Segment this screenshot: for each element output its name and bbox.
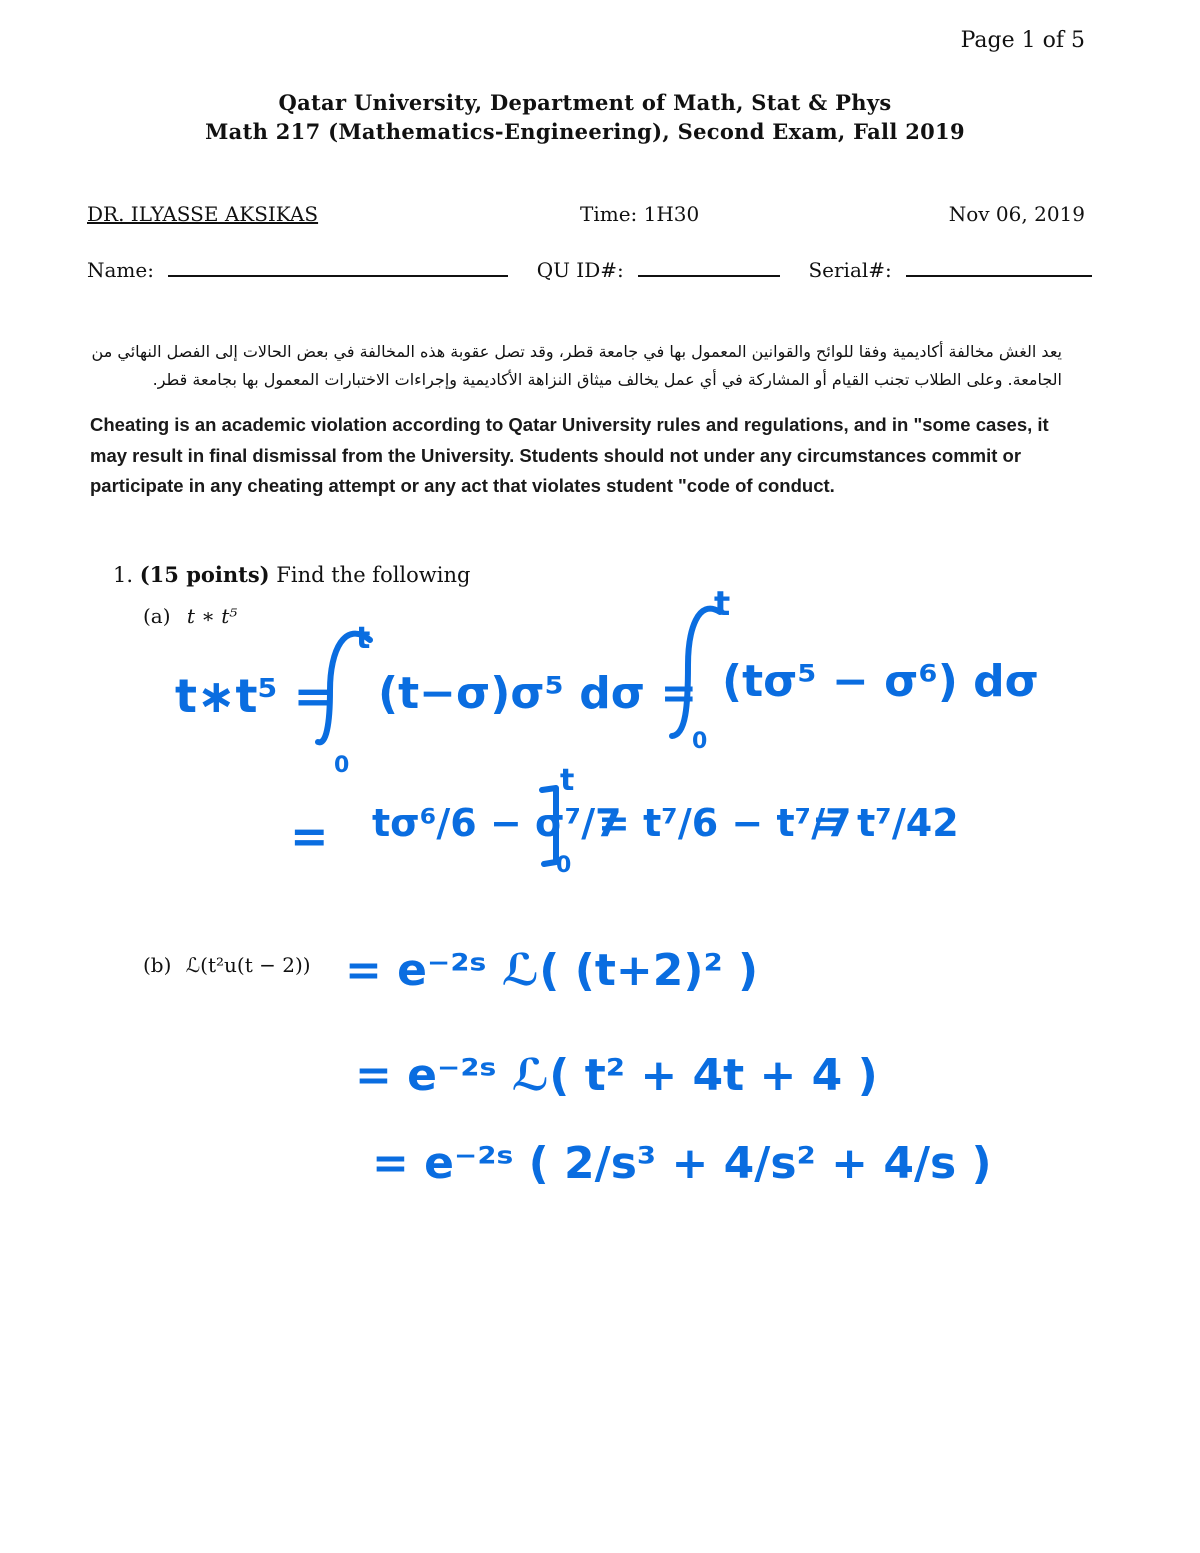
- serial-label: Serial#:: [808, 258, 892, 282]
- hw-b-line1: = e⁻²ˢ ℒ( (t+2)² ): [345, 945, 759, 996]
- question-points: (15 points): [139, 562, 270, 587]
- arabic-notice-line1: يعد الغش مخالفة أكاديمية وفقا للوائح والقوانين المعمول بها في جامعة قطر، وقد تصل عقوبة هذه المخالفة في بعض الحالات إلى الفصل النهائي من: [91, 342, 1062, 361]
- hw-a-result2: = t⁷/42: [812, 801, 959, 845]
- exam-duration: Time: 1H30: [580, 202, 700, 226]
- hw-a-upper-2: t: [714, 584, 731, 624]
- hw-a-lower-1: 0: [334, 753, 350, 778]
- page-number: Page 1 of 5: [960, 28, 1085, 53]
- hw-a-upper-1: t: [356, 621, 371, 656]
- hw-a-line2-eq: =: [290, 809, 329, 863]
- hw-a-integrand: (t−σ)σ⁵ dσ =: [378, 668, 698, 719]
- hw-a-bracket-expr: tσ⁶/6 − σ⁷/7: [372, 801, 622, 845]
- arabic-notice-line2: الجامعة. وعلى الطلاب تجنب القيام أو المشاركة في أي عمل يخالف ميثاق النزاهة الأكاديمية وإجراءات الاختبارات المعمول بها بجامعة قطر.: [152, 370, 1062, 389]
- hw-a-result1: = t⁷/6 − t⁷/7: [598, 801, 852, 845]
- part-b-expression: ℒ(t²u(t − 2)): [185, 953, 311, 977]
- hw-a-bracket-upper: t: [560, 763, 575, 798]
- exam-date: Nov 06, 2019: [948, 202, 1085, 226]
- question-prompt: Find the following: [276, 563, 471, 587]
- cheating-notice: Cheating is an academic violation according to Qatar University rules and regulations, and in "some cases, it may result in final dismissal from the University. Students should not under any circumstances commit or participate in any cheating attempt or any act that violates student "code of conduct.: [90, 414, 1049, 496]
- hw-a-bracket-lower: 0: [556, 853, 572, 878]
- hw-a-rhs: (tσ⁵ − σ⁶) dσ: [722, 656, 1039, 707]
- hw-a-lower-2: 0: [692, 729, 708, 754]
- hw-b-line3: = e⁻²ˢ ( 2/s³ + 4/s² + 4/s ): [372, 1138, 992, 1189]
- university-title: Qatar University, Department of Math, Stat & Phys: [278, 90, 892, 115]
- instructor-name: DR. ILYASSE AKSIKAS: [87, 202, 319, 226]
- exam-title: Math 217 (Mathematics-Engineering), Second Exam, Fall 2019: [205, 119, 965, 144]
- hw-a-lhs: t∗t⁵ =: [175, 669, 333, 723]
- hw-b-line2: = e⁻²ˢ ℒ( t² + 4t + 4 ): [355, 1050, 878, 1101]
- part-a-label: (a): [143, 604, 171, 628]
- part-a-expression: t ∗ t⁵: [186, 604, 238, 628]
- question-number: 1.: [113, 563, 134, 587]
- part-b-label: (b): [143, 953, 172, 977]
- qu-id-label: QU ID#:: [536, 258, 624, 282]
- name-label: Name:: [87, 258, 154, 282]
